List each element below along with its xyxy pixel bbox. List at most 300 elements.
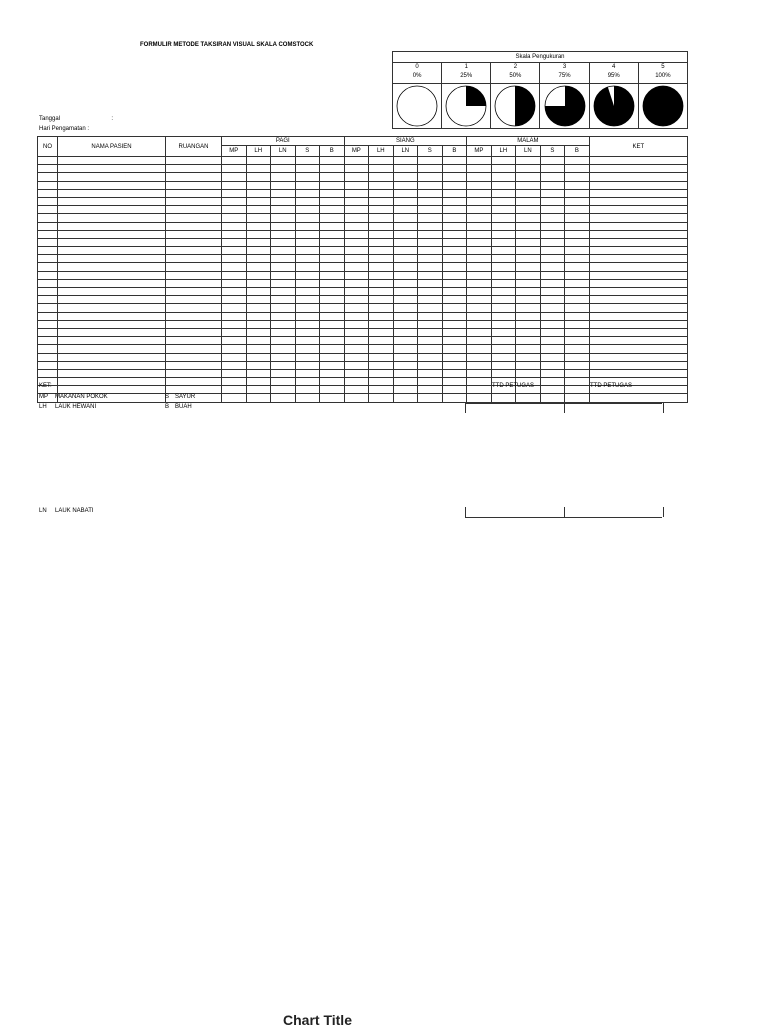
- table-cell[interactable]: [589, 222, 687, 230]
- table-cell[interactable]: [320, 247, 345, 255]
- table-cell[interactable]: [295, 369, 320, 377]
- table-cell[interactable]: [58, 337, 166, 345]
- table-cell[interactable]: [344, 394, 369, 402]
- table-cell[interactable]: [418, 353, 443, 361]
- table-cell[interactable]: [38, 206, 58, 214]
- table-cell[interactable]: [38, 197, 58, 205]
- table-cell[interactable]: [418, 386, 443, 394]
- table-cell[interactable]: [271, 369, 296, 377]
- table-cell[interactable]: [540, 214, 565, 222]
- table-cell[interactable]: [565, 337, 590, 345]
- table-cell[interactable]: [369, 181, 394, 189]
- table-cell[interactable]: [320, 386, 345, 394]
- table-cell[interactable]: [166, 214, 222, 222]
- table-cell[interactable]: [271, 206, 296, 214]
- table-cell[interactable]: [442, 386, 467, 394]
- table-cell[interactable]: [344, 328, 369, 336]
- table-cell[interactable]: [38, 222, 58, 230]
- table-cell[interactable]: [491, 230, 516, 238]
- table-cell[interactable]: [589, 238, 687, 246]
- table-cell[interactable]: [222, 263, 247, 271]
- table-cell[interactable]: [320, 378, 345, 386]
- table-cell[interactable]: [166, 181, 222, 189]
- table-cell[interactable]: [393, 378, 418, 386]
- table-cell[interactable]: [442, 214, 467, 222]
- table-cell[interactable]: [369, 361, 394, 369]
- table-cell[interactable]: [540, 361, 565, 369]
- table-cell[interactable]: [589, 288, 687, 296]
- table-cell[interactable]: [565, 312, 590, 320]
- table-cell[interactable]: [393, 304, 418, 312]
- table-cell[interactable]: [565, 271, 590, 279]
- table-cell[interactable]: [467, 320, 492, 328]
- table-cell[interactable]: [58, 386, 166, 394]
- table-cell[interactable]: [565, 345, 590, 353]
- table-cell[interactable]: [166, 296, 222, 304]
- table-cell[interactable]: [166, 238, 222, 246]
- table-cell[interactable]: [442, 206, 467, 214]
- table-cell[interactable]: [491, 197, 516, 205]
- table-cell[interactable]: [442, 181, 467, 189]
- table-cell[interactable]: [295, 353, 320, 361]
- table-cell[interactable]: [491, 181, 516, 189]
- table-cell[interactable]: [38, 353, 58, 361]
- table-cell[interactable]: [393, 361, 418, 369]
- table-cell[interactable]: [38, 230, 58, 238]
- table-cell[interactable]: [344, 206, 369, 214]
- table-cell[interactable]: [442, 157, 467, 165]
- table-cell[interactable]: [516, 247, 541, 255]
- table-cell[interactable]: [295, 337, 320, 345]
- table-cell[interactable]: [589, 181, 687, 189]
- table-cell[interactable]: [516, 189, 541, 197]
- table-cell[interactable]: [393, 328, 418, 336]
- table-cell[interactable]: [295, 230, 320, 238]
- table-cell[interactable]: [295, 222, 320, 230]
- table-cell[interactable]: [246, 345, 271, 353]
- table-cell[interactable]: [467, 386, 492, 394]
- table-cell[interactable]: [467, 296, 492, 304]
- table-cell[interactable]: [344, 386, 369, 394]
- table-cell[interactable]: [393, 288, 418, 296]
- table-cell[interactable]: [442, 238, 467, 246]
- table-cell[interactable]: [565, 304, 590, 312]
- table-cell[interactable]: [38, 328, 58, 336]
- table-cell[interactable]: [565, 173, 590, 181]
- table-cell[interactable]: [344, 312, 369, 320]
- table-cell[interactable]: [295, 361, 320, 369]
- table-cell[interactable]: [589, 369, 687, 377]
- table-cell[interactable]: [271, 296, 296, 304]
- table-cell[interactable]: [491, 255, 516, 263]
- table-cell[interactable]: [58, 173, 166, 181]
- table-cell[interactable]: [467, 279, 492, 287]
- table-cell[interactable]: [589, 197, 687, 205]
- table-cell[interactable]: [344, 288, 369, 296]
- table-cell[interactable]: [344, 345, 369, 353]
- table-cell[interactable]: [271, 189, 296, 197]
- table-cell[interactable]: [58, 328, 166, 336]
- table-cell[interactable]: [246, 214, 271, 222]
- table-cell[interactable]: [589, 255, 687, 263]
- table-cell[interactable]: [58, 222, 166, 230]
- table-cell[interactable]: [246, 386, 271, 394]
- table-cell[interactable]: [418, 328, 443, 336]
- table-cell[interactable]: [166, 263, 222, 271]
- table-cell[interactable]: [540, 394, 565, 402]
- table-cell[interactable]: [565, 157, 590, 165]
- table-cell[interactable]: [222, 378, 247, 386]
- table-cell[interactable]: [393, 222, 418, 230]
- table-cell[interactable]: [442, 296, 467, 304]
- table-cell[interactable]: [344, 222, 369, 230]
- table-cell[interactable]: [38, 279, 58, 287]
- table-cell[interactable]: [271, 230, 296, 238]
- table-cell[interactable]: [246, 189, 271, 197]
- table-cell[interactable]: [222, 394, 247, 402]
- table-cell[interactable]: [369, 394, 394, 402]
- table-cell[interactable]: [418, 320, 443, 328]
- table-cell[interactable]: [58, 165, 166, 173]
- table-cell[interactable]: [565, 386, 590, 394]
- table-cell[interactable]: [418, 263, 443, 271]
- table-cell[interactable]: [516, 157, 541, 165]
- table-cell[interactable]: [369, 238, 394, 246]
- table-cell[interactable]: [540, 312, 565, 320]
- table-cell[interactable]: [540, 247, 565, 255]
- table-cell[interactable]: [295, 157, 320, 165]
- table-cell[interactable]: [58, 353, 166, 361]
- table-cell[interactable]: [540, 238, 565, 246]
- table-cell[interactable]: [271, 271, 296, 279]
- table-cell[interactable]: [540, 230, 565, 238]
- table-cell[interactable]: [516, 173, 541, 181]
- table-cell[interactable]: [222, 296, 247, 304]
- table-cell[interactable]: [442, 279, 467, 287]
- table-cell[interactable]: [58, 279, 166, 287]
- table-cell[interactable]: [38, 189, 58, 197]
- table-cell[interactable]: [369, 320, 394, 328]
- table-cell[interactable]: [38, 320, 58, 328]
- table-cell[interactable]: [589, 189, 687, 197]
- table-cell[interactable]: [38, 263, 58, 271]
- table-cell[interactable]: [565, 328, 590, 336]
- table-cell[interactable]: [467, 328, 492, 336]
- table-cell[interactable]: [491, 337, 516, 345]
- table-cell[interactable]: [589, 304, 687, 312]
- table-cell[interactable]: [166, 353, 222, 361]
- table-cell[interactable]: [246, 206, 271, 214]
- table-cell[interactable]: [320, 214, 345, 222]
- table-cell[interactable]: [369, 353, 394, 361]
- table-cell[interactable]: [491, 394, 516, 402]
- table-cell[interactable]: [589, 263, 687, 271]
- table-cell[interactable]: [320, 255, 345, 263]
- table-cell[interactable]: [344, 157, 369, 165]
- table-cell[interactable]: [369, 214, 394, 222]
- table-cell[interactable]: [565, 279, 590, 287]
- table-cell[interactable]: [38, 337, 58, 345]
- table-cell[interactable]: [467, 157, 492, 165]
- table-cell[interactable]: [540, 378, 565, 386]
- table-cell[interactable]: [222, 386, 247, 394]
- table-cell[interactable]: [418, 238, 443, 246]
- table-cell[interactable]: [589, 214, 687, 222]
- table-cell[interactable]: [166, 222, 222, 230]
- table-cell[interactable]: [467, 206, 492, 214]
- table-cell[interactable]: [320, 296, 345, 304]
- table-cell[interactable]: [491, 328, 516, 336]
- table-cell[interactable]: [491, 247, 516, 255]
- table-cell[interactable]: [589, 337, 687, 345]
- table-cell[interactable]: [344, 197, 369, 205]
- table-cell[interactable]: [516, 222, 541, 230]
- table-cell[interactable]: [540, 337, 565, 345]
- table-cell[interactable]: [442, 320, 467, 328]
- table-cell[interactable]: [58, 320, 166, 328]
- table-cell[interactable]: [516, 320, 541, 328]
- table-cell[interactable]: [540, 369, 565, 377]
- table-cell[interactable]: [442, 378, 467, 386]
- table-cell[interactable]: [320, 337, 345, 345]
- table-cell[interactable]: [491, 312, 516, 320]
- table-cell[interactable]: [491, 353, 516, 361]
- table-cell[interactable]: [222, 238, 247, 246]
- table-cell[interactable]: [58, 197, 166, 205]
- table-cell[interactable]: [246, 165, 271, 173]
- table-cell[interactable]: [418, 279, 443, 287]
- table-cell[interactable]: [344, 337, 369, 345]
- table-cell[interactable]: [166, 345, 222, 353]
- table-cell[interactable]: [166, 165, 222, 173]
- table-cell[interactable]: [369, 386, 394, 394]
- table-cell[interactable]: [369, 279, 394, 287]
- table-cell[interactable]: [222, 369, 247, 377]
- table-cell[interactable]: [418, 189, 443, 197]
- table-cell[interactable]: [393, 312, 418, 320]
- table-cell[interactable]: [589, 279, 687, 287]
- table-cell[interactable]: [369, 247, 394, 255]
- table-cell[interactable]: [393, 157, 418, 165]
- table-cell[interactable]: [393, 320, 418, 328]
- table-cell[interactable]: [418, 304, 443, 312]
- table-cell[interactable]: [516, 288, 541, 296]
- table-cell[interactable]: [516, 279, 541, 287]
- table-cell[interactable]: [565, 222, 590, 230]
- table-cell[interactable]: [491, 206, 516, 214]
- table-cell[interactable]: [467, 312, 492, 320]
- table-cell[interactable]: [320, 320, 345, 328]
- table-cell[interactable]: [58, 189, 166, 197]
- table-cell[interactable]: [58, 230, 166, 238]
- table-cell[interactable]: [467, 173, 492, 181]
- table-cell[interactable]: [540, 320, 565, 328]
- table-cell[interactable]: [565, 206, 590, 214]
- table-cell[interactable]: [369, 157, 394, 165]
- table-cell[interactable]: [418, 157, 443, 165]
- table-cell[interactable]: [442, 288, 467, 296]
- table-cell[interactable]: [271, 304, 296, 312]
- table-cell[interactable]: [491, 271, 516, 279]
- table-cell[interactable]: [369, 337, 394, 345]
- table-cell[interactable]: [222, 173, 247, 181]
- table-cell[interactable]: [166, 247, 222, 255]
- table-cell[interactable]: [418, 173, 443, 181]
- table-cell[interactable]: [540, 222, 565, 230]
- table-cell[interactable]: [166, 320, 222, 328]
- table-cell[interactable]: [565, 296, 590, 304]
- table-cell[interactable]: [320, 369, 345, 377]
- table-cell[interactable]: [38, 255, 58, 263]
- table-cell[interactable]: [166, 197, 222, 205]
- table-cell[interactable]: [393, 263, 418, 271]
- table-cell[interactable]: [565, 230, 590, 238]
- table-cell[interactable]: [295, 173, 320, 181]
- table-cell[interactable]: [246, 271, 271, 279]
- table-cell[interactable]: [38, 312, 58, 320]
- table-cell[interactable]: [344, 271, 369, 279]
- table-cell[interactable]: [516, 206, 541, 214]
- table-cell[interactable]: [295, 197, 320, 205]
- table-cell[interactable]: [38, 271, 58, 279]
- table-cell[interactable]: [166, 230, 222, 238]
- table-cell[interactable]: [516, 353, 541, 361]
- table-cell[interactable]: [393, 353, 418, 361]
- table-cell[interactable]: [295, 386, 320, 394]
- table-cell[interactable]: [516, 263, 541, 271]
- table-cell[interactable]: [271, 353, 296, 361]
- table-cell[interactable]: [295, 345, 320, 353]
- table-cell[interactable]: [38, 296, 58, 304]
- table-cell[interactable]: [516, 312, 541, 320]
- table-cell[interactable]: [344, 263, 369, 271]
- table-cell[interactable]: [418, 230, 443, 238]
- table-cell[interactable]: [565, 320, 590, 328]
- table-cell[interactable]: [565, 214, 590, 222]
- table-cell[interactable]: [58, 238, 166, 246]
- table-cell[interactable]: [516, 369, 541, 377]
- table-cell[interactable]: [166, 304, 222, 312]
- table-cell[interactable]: [38, 157, 58, 165]
- table-cell[interactable]: [222, 206, 247, 214]
- table-cell[interactable]: [58, 247, 166, 255]
- table-cell[interactable]: [442, 394, 467, 402]
- table-cell[interactable]: [166, 189, 222, 197]
- table-cell[interactable]: [38, 361, 58, 369]
- table-cell[interactable]: [320, 345, 345, 353]
- table-cell[interactable]: [246, 238, 271, 246]
- table-cell[interactable]: [58, 288, 166, 296]
- table-cell[interactable]: [344, 189, 369, 197]
- table-cell[interactable]: [295, 247, 320, 255]
- table-cell[interactable]: [38, 214, 58, 222]
- table-cell[interactable]: [58, 369, 166, 377]
- table-cell[interactable]: [467, 165, 492, 173]
- table-cell[interactable]: [442, 369, 467, 377]
- table-cell[interactable]: [246, 279, 271, 287]
- table-cell[interactable]: [246, 263, 271, 271]
- table-cell[interactable]: [222, 157, 247, 165]
- table-cell[interactable]: [418, 222, 443, 230]
- table-cell[interactable]: [246, 353, 271, 361]
- table-cell[interactable]: [418, 181, 443, 189]
- table-cell[interactable]: [540, 296, 565, 304]
- table-cell[interactable]: [222, 320, 247, 328]
- table-cell[interactable]: [222, 337, 247, 345]
- table-cell[interactable]: [246, 255, 271, 263]
- table-cell[interactable]: [393, 279, 418, 287]
- table-cell[interactable]: [295, 394, 320, 402]
- table-cell[interactable]: [246, 337, 271, 345]
- table-cell[interactable]: [442, 263, 467, 271]
- table-cell[interactable]: [344, 369, 369, 377]
- table-cell[interactable]: [38, 247, 58, 255]
- table-cell[interactable]: [393, 189, 418, 197]
- table-cell[interactable]: [467, 394, 492, 402]
- table-cell[interactable]: [369, 197, 394, 205]
- table-cell[interactable]: [467, 304, 492, 312]
- table-cell[interactable]: [565, 353, 590, 361]
- table-cell[interactable]: [516, 337, 541, 345]
- table-cell[interactable]: [516, 181, 541, 189]
- table-cell[interactable]: [246, 320, 271, 328]
- table-cell[interactable]: [467, 230, 492, 238]
- table-cell[interactable]: [222, 361, 247, 369]
- table-cell[interactable]: [565, 189, 590, 197]
- table-cell[interactable]: [166, 288, 222, 296]
- table-cell[interactable]: [344, 165, 369, 173]
- table-cell[interactable]: [418, 288, 443, 296]
- table-cell[interactable]: [295, 378, 320, 386]
- table-cell[interactable]: [442, 189, 467, 197]
- table-cell[interactable]: [271, 222, 296, 230]
- table-cell[interactable]: [38, 345, 58, 353]
- table-cell[interactable]: [320, 304, 345, 312]
- table-cell[interactable]: [516, 304, 541, 312]
- table-cell[interactable]: [222, 271, 247, 279]
- table-cell[interactable]: [344, 255, 369, 263]
- table-cell[interactable]: [565, 378, 590, 386]
- table-cell[interactable]: [467, 189, 492, 197]
- table-cell[interactable]: [271, 173, 296, 181]
- table-cell[interactable]: [271, 378, 296, 386]
- table-cell[interactable]: [295, 312, 320, 320]
- table-cell[interactable]: [320, 263, 345, 271]
- table-cell[interactable]: [222, 288, 247, 296]
- table-cell[interactable]: [320, 157, 345, 165]
- table-cell[interactable]: [320, 288, 345, 296]
- table-cell[interactable]: [271, 181, 296, 189]
- table-cell[interactable]: [442, 328, 467, 336]
- table-cell[interactable]: [246, 328, 271, 336]
- table-cell[interactable]: [540, 157, 565, 165]
- table-cell[interactable]: [166, 328, 222, 336]
- table-cell[interactable]: [369, 328, 394, 336]
- table-cell[interactable]: [540, 288, 565, 296]
- table-cell[interactable]: [58, 214, 166, 222]
- table-cell[interactable]: [442, 337, 467, 345]
- table-cell[interactable]: [271, 279, 296, 287]
- table-cell[interactable]: [166, 369, 222, 377]
- table-cell[interactable]: [418, 197, 443, 205]
- table-cell[interactable]: [344, 238, 369, 246]
- table-cell[interactable]: [344, 181, 369, 189]
- table-cell[interactable]: [418, 369, 443, 377]
- table-cell[interactable]: [271, 328, 296, 336]
- table-cell[interactable]: [246, 197, 271, 205]
- table-cell[interactable]: [393, 394, 418, 402]
- table-cell[interactable]: [516, 230, 541, 238]
